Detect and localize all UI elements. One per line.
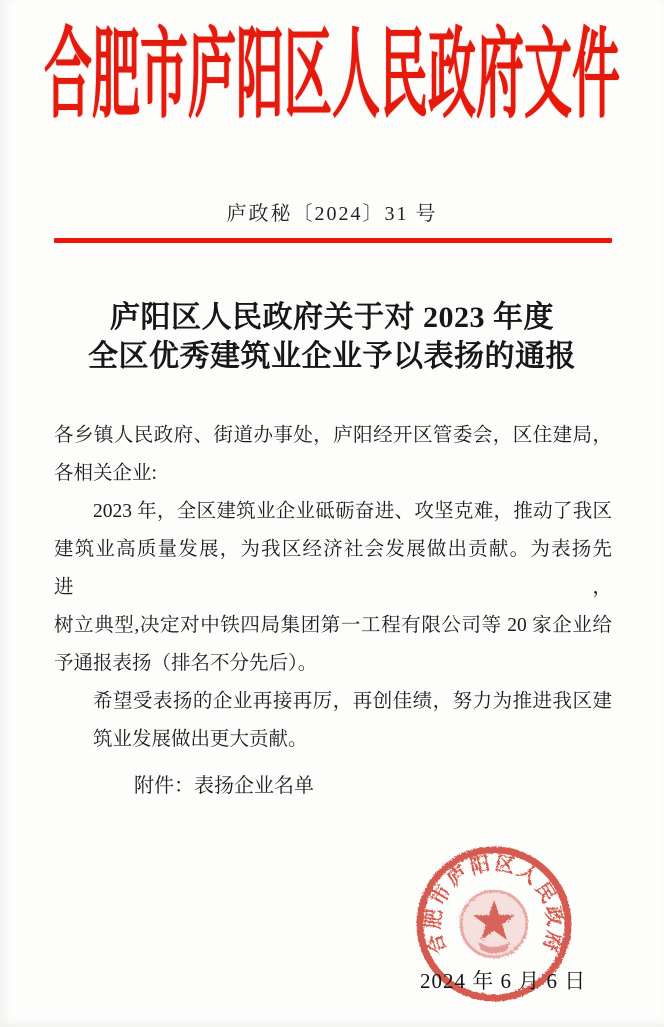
- letterhead-title: 合肥市庐阳区人民政府文件: [43, 21, 620, 131]
- seal-arc-text: 合肥市庐阳区人民政府: [423, 853, 565, 957]
- document-title-line1: 庐阳区人民政府关于对 2023 年度: [110, 301, 554, 334]
- document-title-line2: 全区优秀建筑业企业予以表扬的通报: [88, 340, 576, 373]
- document-title: [0, 298, 664, 376]
- attachment-note: 附件：表扬企业名单: [134, 775, 314, 797]
- body-text: [54, 417, 612, 759]
- document-number: 庐政秘〔2024〕31 号: [226, 203, 438, 225]
- body-line: 筑业发展做出更大贡献。: [93, 729, 308, 750]
- letterhead: [0, 21, 664, 138]
- body-line: 各相关企业:: [54, 463, 157, 484]
- body-line: 建筑业高质量发展，为我区经济社会发展做出贡献。为表扬先进，: [54, 539, 612, 598]
- body-line: 予通报表扬（排名不分先后）。: [54, 653, 318, 674]
- issue-date: 2024 年 6 月 6 日: [420, 969, 587, 993]
- body-line: 树立典型,决定对中铁四局集团第一工程有限公司等 20 家企业给: [54, 615, 612, 636]
- body-line: 希望受表扬的企业再接再厉，再创佳绩，努力为推进我区建: [93, 691, 612, 712]
- body-line: 各乡镇人民政府、街道办事处，庐阳经开区管委会，区住建局，: [54, 425, 612, 446]
- red-divider-rule: [54, 238, 612, 243]
- body-line: 2023 年，全区建筑业企业砥砺奋进、攻坚克难，推动了我区: [93, 501, 612, 522]
